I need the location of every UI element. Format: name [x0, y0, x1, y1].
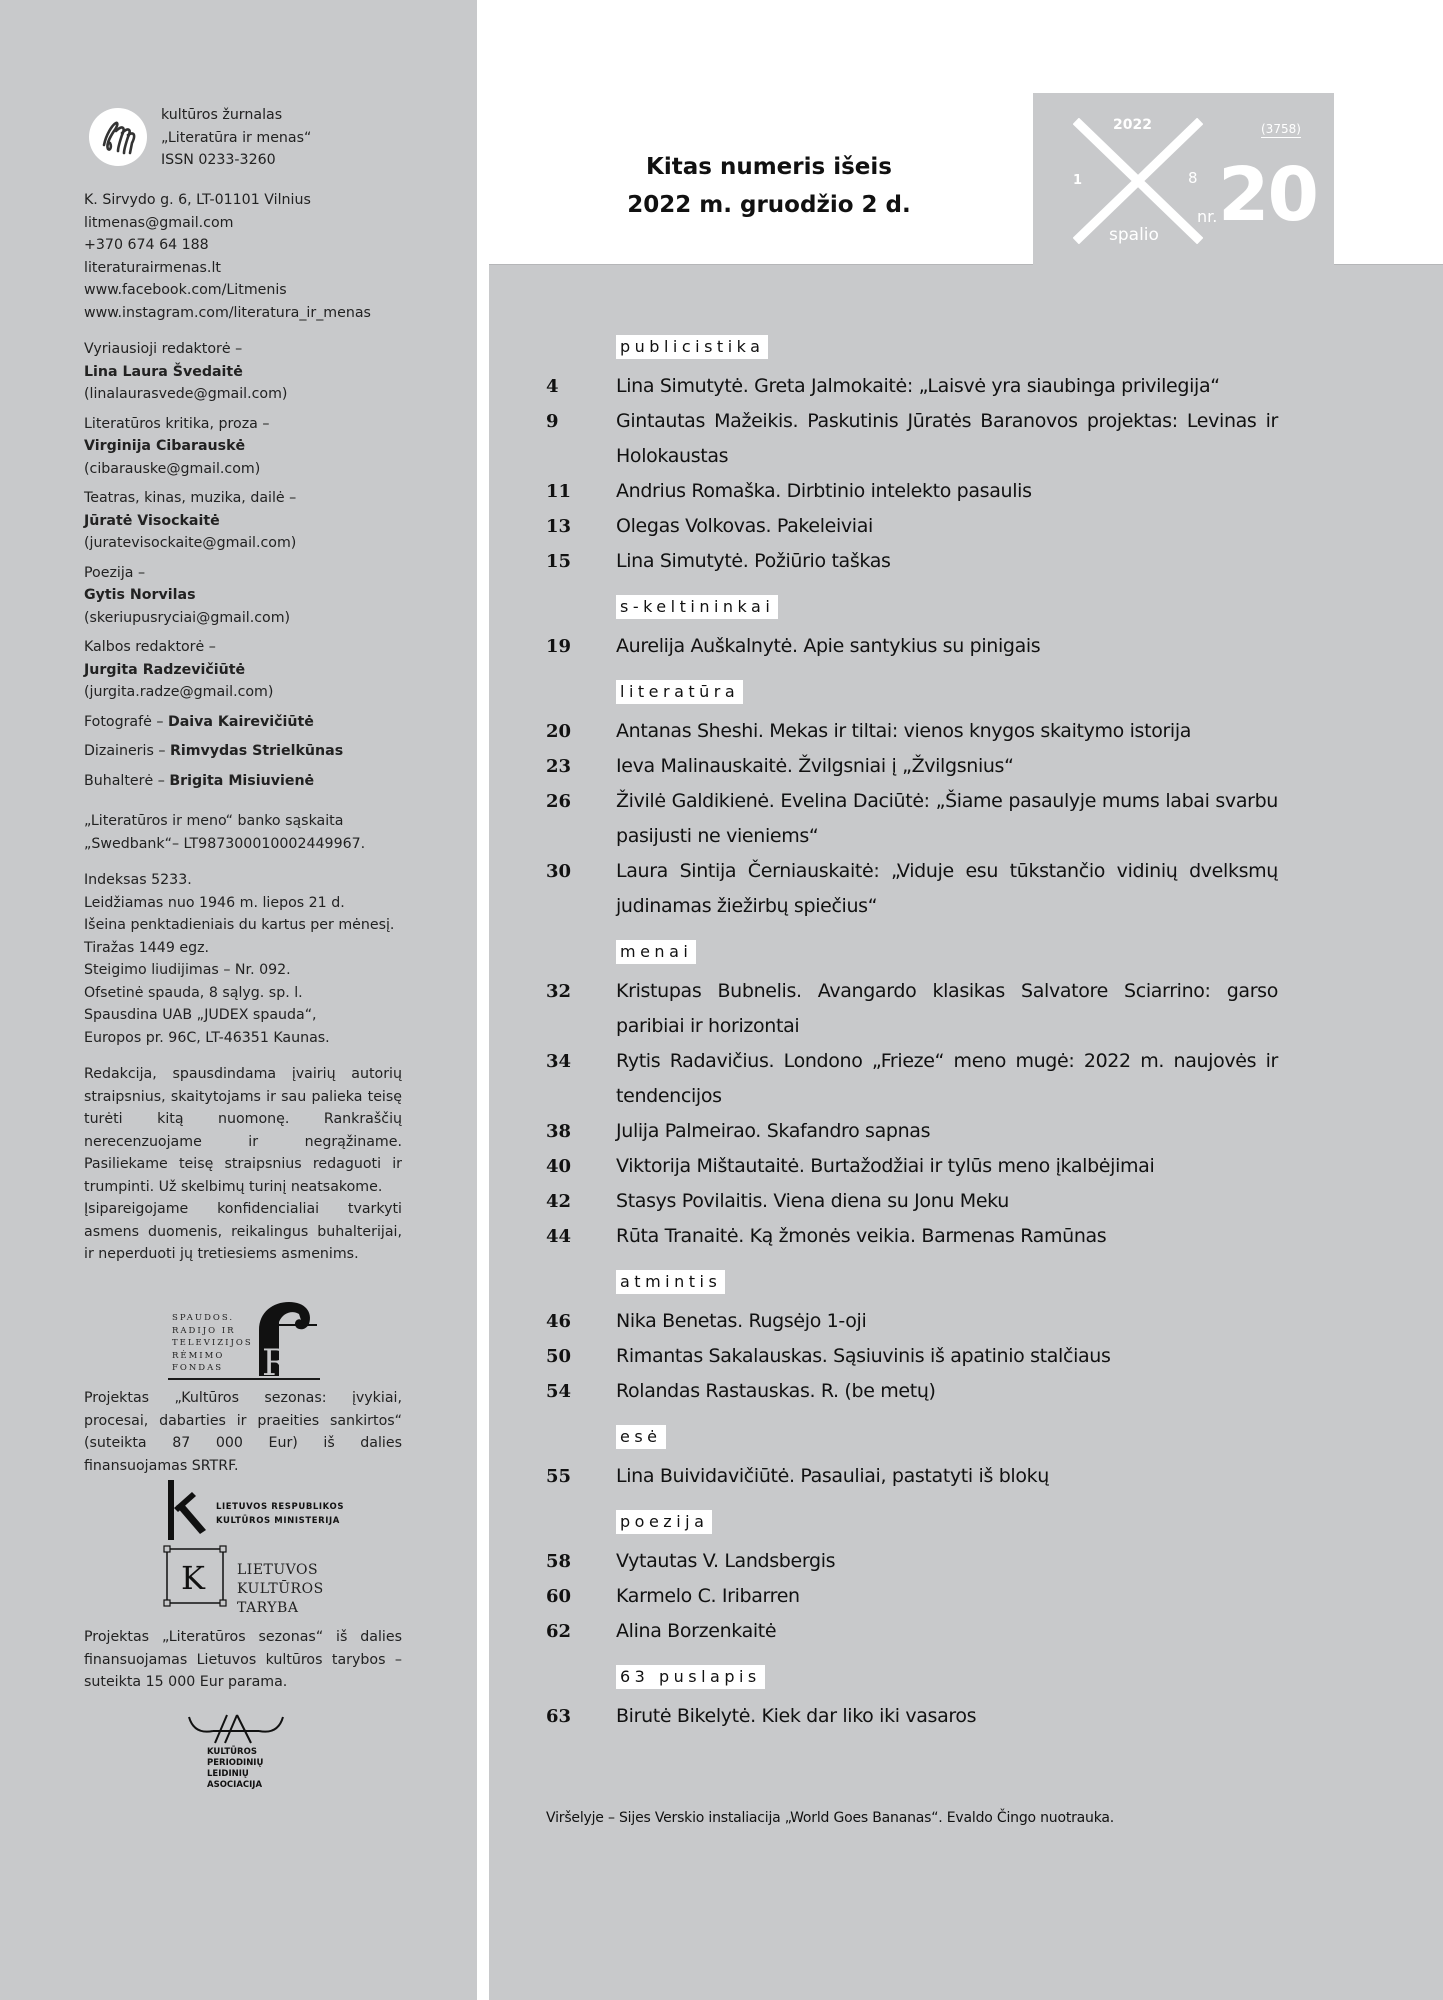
entry-title: Lina Simutytė. Greta Jalmokaitė: „Laisvė yra siaubinga privilegija“: [616, 375, 1220, 397]
council-project-note: Projektas „Literatūros sezonas“ iš dalies finansuojamas Lietuvos kultūros tarybos – suteikta 15 000 Eur parama.: [84, 1629, 402, 1690]
council-line: KULTŪROS: [237, 1581, 324, 1597]
staff-email[interactable]: (cibarauske@gmail.com): [84, 460, 261, 477]
contacts: [84, 189, 402, 324]
svg-text:R: R: [262, 1343, 290, 1378]
toc-entry[interactable]: [489, 1544, 1443, 1579]
issue-day-to: 8: [1188, 169, 1198, 187]
periodicals-association-name: [207, 1747, 263, 1791]
entry-title: Vytautas V. Landsbergis: [616, 1550, 836, 1572]
staff-accountant: [84, 770, 402, 793]
section-label: esė: [616, 1425, 666, 1449]
srtrf-underline: [168, 1378, 320, 1380]
entry-page-number: 19: [546, 636, 572, 657]
toc-entry[interactable]: [489, 1114, 1443, 1149]
toc-section: [489, 1510, 1443, 1649]
entry-page-number: 30: [546, 861, 572, 882]
entry-title: Lina Simutytė. Požiūrio taškas: [616, 550, 891, 572]
pub-info-line: Steigimo liudijimas – Nr. 092.: [84, 962, 291, 978]
toc-entry[interactable]: [489, 1374, 1443, 1409]
lm-monogram-icon: [96, 117, 140, 157]
entry-page-number: 60: [546, 1586, 572, 1607]
entry-title: Stasys Povilaitis. Viena diena su Jonu Meku: [616, 1190, 1009, 1212]
magazine-issn: ISSN 0233-3260: [161, 152, 276, 168]
next-issue-date: 2022 m. gruodžio 2 d.: [627, 192, 911, 218]
issue-number: 20: [1218, 152, 1317, 238]
section-label: s-keltininkai: [616, 595, 778, 619]
entry-page-number: 58: [546, 1551, 572, 1572]
toc-entry[interactable]: [489, 1459, 1443, 1494]
entry-title: Lina Buividavičiūtė. Pasauliai, pastatyti iš blokų: [616, 1465, 1049, 1487]
entry-page-number: 44: [546, 1226, 572, 1247]
association-line: KULTŪROS: [207, 1747, 257, 1757]
entry-title: Viktorija Mištautaitė. Burtažodžiai ir tylūs meno įkalbėjimai: [616, 1155, 1155, 1177]
next-issue-notice: [559, 148, 979, 224]
toc-entry[interactable]: [489, 1149, 1443, 1184]
entry-page-number: 13: [546, 516, 572, 537]
contact-phone: +370 674 64 188: [84, 237, 209, 253]
periodicals-association-logo-icon: [187, 1711, 285, 1745]
entry-page-number: 4: [546, 376, 559, 397]
srtrf-emblem-icon: [257, 1300, 317, 1378]
srtrf-line: SPAUDOS.: [172, 1313, 235, 1323]
entry-title: Rūta Tranaitė. Ką žmonės veikia. Barmenas Ramūnas: [616, 1225, 1107, 1247]
toc-entry[interactable]: [489, 509, 1443, 544]
issue-month: spalio: [1109, 225, 1159, 245]
entry-title: Julija Palmeirao. Skafandro sapnas: [616, 1120, 931, 1142]
staff-role: Literatūros kritika, proza –: [84, 415, 270, 432]
entry-page-number: 42: [546, 1191, 572, 1212]
staff-name: Jūratė Visockaitė: [84, 512, 220, 529]
ministry-line: KULTŪROS MINISTERIJA: [216, 1516, 340, 1526]
staff-name: Jurgita Radzevičiūtė: [84, 661, 246, 678]
staff-role: Buhalterė –: [84, 772, 170, 789]
srtrf-line: RADIJO IR: [172, 1325, 236, 1336]
entry-title: Nika Benetas. Rugsėjo 1-oji: [616, 1310, 867, 1332]
entry-title: Gintautas Mažeikis. Paskutinis Jūratės Baranovos projektas: Levinas ir Holokaustas: [616, 410, 1278, 467]
section-label: 63 puslapis: [616, 1665, 765, 1689]
toc-entry[interactable]: [489, 1184, 1443, 1219]
entry-title: Ieva Malinauskaitė. Žvilgsniai į „Žvilgsnius“: [616, 755, 1014, 777]
magazine-name: „Literatūra ir menas“: [161, 129, 312, 146]
entry-title: Živilė Galdikienė. Evelina Daciūtė: „Šiame pasaulyje mums labai svarbu pasijusti ne vieniems“: [616, 790, 1278, 847]
entry-page-number: 63: [546, 1706, 572, 1727]
issue-day-from: 1: [1073, 173, 1083, 188]
pub-info-line: Ofsetinė spauda, 8 sąlyg. sp. l.: [84, 984, 303, 1001]
entry-page-number: 50: [546, 1346, 572, 1367]
bank-line: „Swedbank“– LT987300010002449967.: [84, 835, 366, 852]
entry-page-number: 11: [546, 481, 572, 502]
staff-name: Daiva Kairevičiūtė: [167, 713, 314, 730]
culture-ministry-name: [216, 1500, 344, 1528]
issue-total-number: (3758): [1261, 122, 1301, 136]
entry-title: Andrius Romaška. Dirbtinio intelekto pasaulis: [616, 480, 1032, 502]
entry-page-number: 62: [546, 1621, 572, 1642]
contents-column: [489, 0, 1443, 2000]
contact-instagram[interactable]: www.instagram.com/literatura_ir_menas: [84, 304, 371, 321]
toc-entry[interactable]: [489, 544, 1443, 579]
issue-badge: [1033, 93, 1334, 265]
toc-section: [489, 940, 1443, 1254]
staff-designer: [84, 740, 402, 763]
entry-title: Alina Borzenkaitė: [616, 1620, 777, 1642]
toc-entry[interactable]: [489, 1614, 1443, 1649]
publication-info: [84, 869, 402, 1049]
toc-section: [489, 680, 1443, 924]
magazine-logo: [89, 108, 147, 166]
entry-title: Rolandas Rastauskas. R. (be metų): [616, 1380, 936, 1402]
association-line: PERIODINIŲ: [207, 1758, 264, 1768]
toc-entry[interactable]: [489, 1699, 1443, 1734]
srtrf-project-note: Projektas „Kultūros sezonas: įvykiai, procesai, dabarties ir praeities sankirtos“ (suteikta 87 000 Eur) iš dalies finansuojamas SRTRF.: [84, 1390, 402, 1474]
staff-name: Lina Laura Švedaitė: [84, 363, 243, 380]
column-divider: [477, 0, 489, 2000]
staff-language-editor: [84, 636, 402, 704]
issue-year: 2022: [1113, 117, 1152, 133]
staff-name: Rimvydas Strielkūnas: [169, 743, 344, 759]
culture-council-name: [237, 1561, 324, 1618]
contact-facebook[interactable]: www.facebook.com/Litmenis: [84, 282, 287, 298]
section-label: poezija: [616, 1510, 712, 1534]
culture-ministry-logo-icon: [166, 1478, 212, 1542]
magazine-info: [161, 104, 311, 172]
entry-page-number: 15: [546, 551, 572, 572]
council-line: LIETUVOS: [237, 1562, 319, 1578]
toc-entry[interactable]: [489, 1044, 1443, 1114]
staff-role: Poezija –: [84, 564, 146, 581]
staff-chief-editor: [84, 338, 402, 406]
srtrf-line: TELEVIZIJOS: [172, 1338, 253, 1348]
staff-literature-critic: [84, 413, 402, 481]
contact-email[interactable]: litmenas@gmail.com: [84, 214, 234, 231]
staff-photographer: [84, 711, 402, 734]
toc-entry[interactable]: [489, 404, 1443, 474]
toc-entry[interactable]: [489, 474, 1443, 509]
toc-entry[interactable]: [489, 1579, 1443, 1614]
svg-text:K: K: [181, 1559, 205, 1597]
entry-page-number: 34: [546, 1051, 572, 1072]
entry-page-number: 32: [546, 981, 572, 1002]
toc-section: [489, 1270, 1443, 1409]
pub-info-line: Europos pr. 96C, LT-46351 Kaunas.: [84, 1029, 330, 1046]
section-label: menai: [616, 940, 696, 964]
toc-entry[interactable]: [489, 369, 1443, 404]
toc-entry[interactable]: [489, 714, 1443, 749]
staff-list: [84, 338, 402, 799]
entry-page-number: 40: [546, 1156, 572, 1177]
staff-name: Gytis Norvilas: [84, 587, 196, 603]
contact-address: K. Sirvydo g. 6, LT-01101 Vilnius: [84, 192, 311, 208]
staff-email[interactable]: (jurgita.radze@gmail.com): [84, 684, 274, 700]
staff-role: Fotografė –: [84, 713, 168, 730]
entry-page-number: 9: [546, 411, 559, 432]
entry-title: Karmelo C. Iribarren: [616, 1585, 800, 1607]
contact-website[interactable]: literaturairmenas.lt: [84, 259, 221, 276]
staff-poetry-editor: [84, 562, 402, 630]
section-label: atmintis: [616, 1270, 725, 1294]
toc-entry[interactable]: [489, 974, 1443, 1044]
srtrf-logo-text: [172, 1312, 253, 1375]
toc-section: [489, 1425, 1443, 1494]
bank-line: „Literatūros ir meno“ banko sąskaita: [84, 813, 344, 829]
entry-title: Rytis Radavičius. Londono „Frieze“ meno mugė: 2022 m. naujovės ir tendencijos: [616, 1050, 1278, 1107]
staff-role: Vyriausioji redaktorė –: [84, 341, 243, 357]
entry-page-number: 38: [546, 1121, 572, 1142]
staff-arts-editor: [84, 487, 402, 555]
staff-role: Teatras, kinas, muzika, dailė –: [84, 490, 297, 506]
masthead-column: [0, 0, 477, 2000]
entry-title: Kristupas Bubnelis. Avangardo klasikas Salvatore Sciarrino: garso paribiai ir horizontai: [616, 980, 1278, 1037]
privacy-policy: Įsipareigojame konfidencialiai tvarkyti asmens duomenis, reikalingus buhalterijai, ir neperduoti jų tretiesiems asmenims.: [84, 1201, 402, 1262]
staff-role: Dizaineris –: [84, 743, 170, 759]
bank-account: [84, 810, 402, 855]
srtrf-line: FONDAS: [172, 1363, 224, 1373]
council-line: TARYBA: [237, 1600, 299, 1616]
entry-title: Antanas Sheshi. Mekas ir tiltai: vienos knygos skaitymo istorija: [616, 720, 1192, 742]
next-issue-line1: Kitas numeris išeis: [646, 154, 892, 180]
table-of-contents: [489, 335, 1443, 1750]
toc-entry[interactable]: [489, 749, 1443, 784]
magazine-type: kultūros žurnalas: [161, 107, 283, 123]
pub-info-line: Indeksas 5233.: [84, 872, 192, 888]
entry-page-number: 26: [546, 791, 572, 812]
staff-email[interactable]: (skeriupusryciai@gmail.com): [84, 609, 291, 626]
staff-role: Kalbos redaktorė –: [84, 639, 216, 655]
staff-email[interactable]: (linalaurasvede@gmail.com): [84, 386, 288, 402]
toc-entry[interactable]: [489, 784, 1443, 854]
staff-name: Virginija Cibarauskė: [84, 438, 246, 454]
toc-entry[interactable]: [489, 1219, 1443, 1254]
section-label: publicistika: [616, 335, 768, 359]
toc-section: [489, 595, 1443, 664]
staff-email[interactable]: (juratevisockaite@gmail.com): [84, 535, 297, 551]
entry-page-number: 23: [546, 756, 572, 777]
legal-notice: [84, 1063, 402, 1266]
association-line: ASOCIACIJA: [207, 1780, 263, 1790]
toc-entry[interactable]: [489, 854, 1443, 924]
section-label: literatūra: [616, 680, 743, 704]
toc-entry[interactable]: [489, 1339, 1443, 1374]
pub-info-line: Išeina penktadieniais du kartus per mėnesį.: [84, 917, 395, 933]
entry-title: Laura Sintija Černiauskaitė: „Viduje esu tūkstančio vidinių dvelksmų judinamas žiežirbų spiečius“: [616, 860, 1278, 917]
toc-entry[interactable]: [489, 1304, 1443, 1339]
culture-council-logo-icon: [163, 1545, 227, 1607]
toc-section: [489, 335, 1443, 579]
entry-title: Olegas Volkovas. Pakeleiviai: [616, 515, 873, 537]
cover-credit: Viršelyje – Sijes Verskio instaliacija „World Goes Bananas“. Evaldo Čingo nuotrauka.: [546, 1810, 1115, 1826]
ministry-line: LIETUVOS RESPUBLIKOS: [216, 1502, 345, 1512]
srtrf-line: RĖMIMO: [172, 1350, 225, 1361]
editorial-policy: Redakcija, spausdindama įvairių autorių straipsnius, skaitytojams ir sau palieka teisę turėti kitą nuomonę. Rankraščių nerecenzuojame ir negrąžiname. Pasiliekame teisę straipsnius redaguoti ir trumpinti. Už skelbimų turinį neatsakome.: [84, 1066, 402, 1195]
entry-page-number: 46: [546, 1311, 572, 1332]
pub-info-line: Spausdina UAB „JUDEX spauda“,: [84, 1007, 317, 1023]
entry-title: Birutė Bikelytė. Kiek dar liko iki vasaros: [616, 1705, 977, 1727]
entry-title: Rimantas Sakalauskas. Sąsiuvinis iš apatinio stalčiaus: [616, 1345, 1111, 1367]
toc-section: [489, 1665, 1443, 1734]
entry-page-number: 55: [546, 1466, 572, 1487]
entry-title: Aurelija Auškalnytė. Apie santykius su pinigais: [616, 635, 1041, 657]
issue-nr-label: nr.: [1197, 207, 1218, 226]
pub-info-line: Tiražas 1449 egz.: [84, 939, 210, 956]
pub-info-line: Leidžiamas nuo 1946 m. liepos 21 d.: [84, 894, 345, 911]
association-line: LEIDINIŲ: [207, 1769, 249, 1779]
toc-entry[interactable]: [489, 629, 1443, 664]
entry-page-number: 20: [546, 721, 572, 742]
staff-name: Brigita Misiuvienė: [169, 772, 315, 789]
entry-page-number: 54: [546, 1381, 572, 1402]
